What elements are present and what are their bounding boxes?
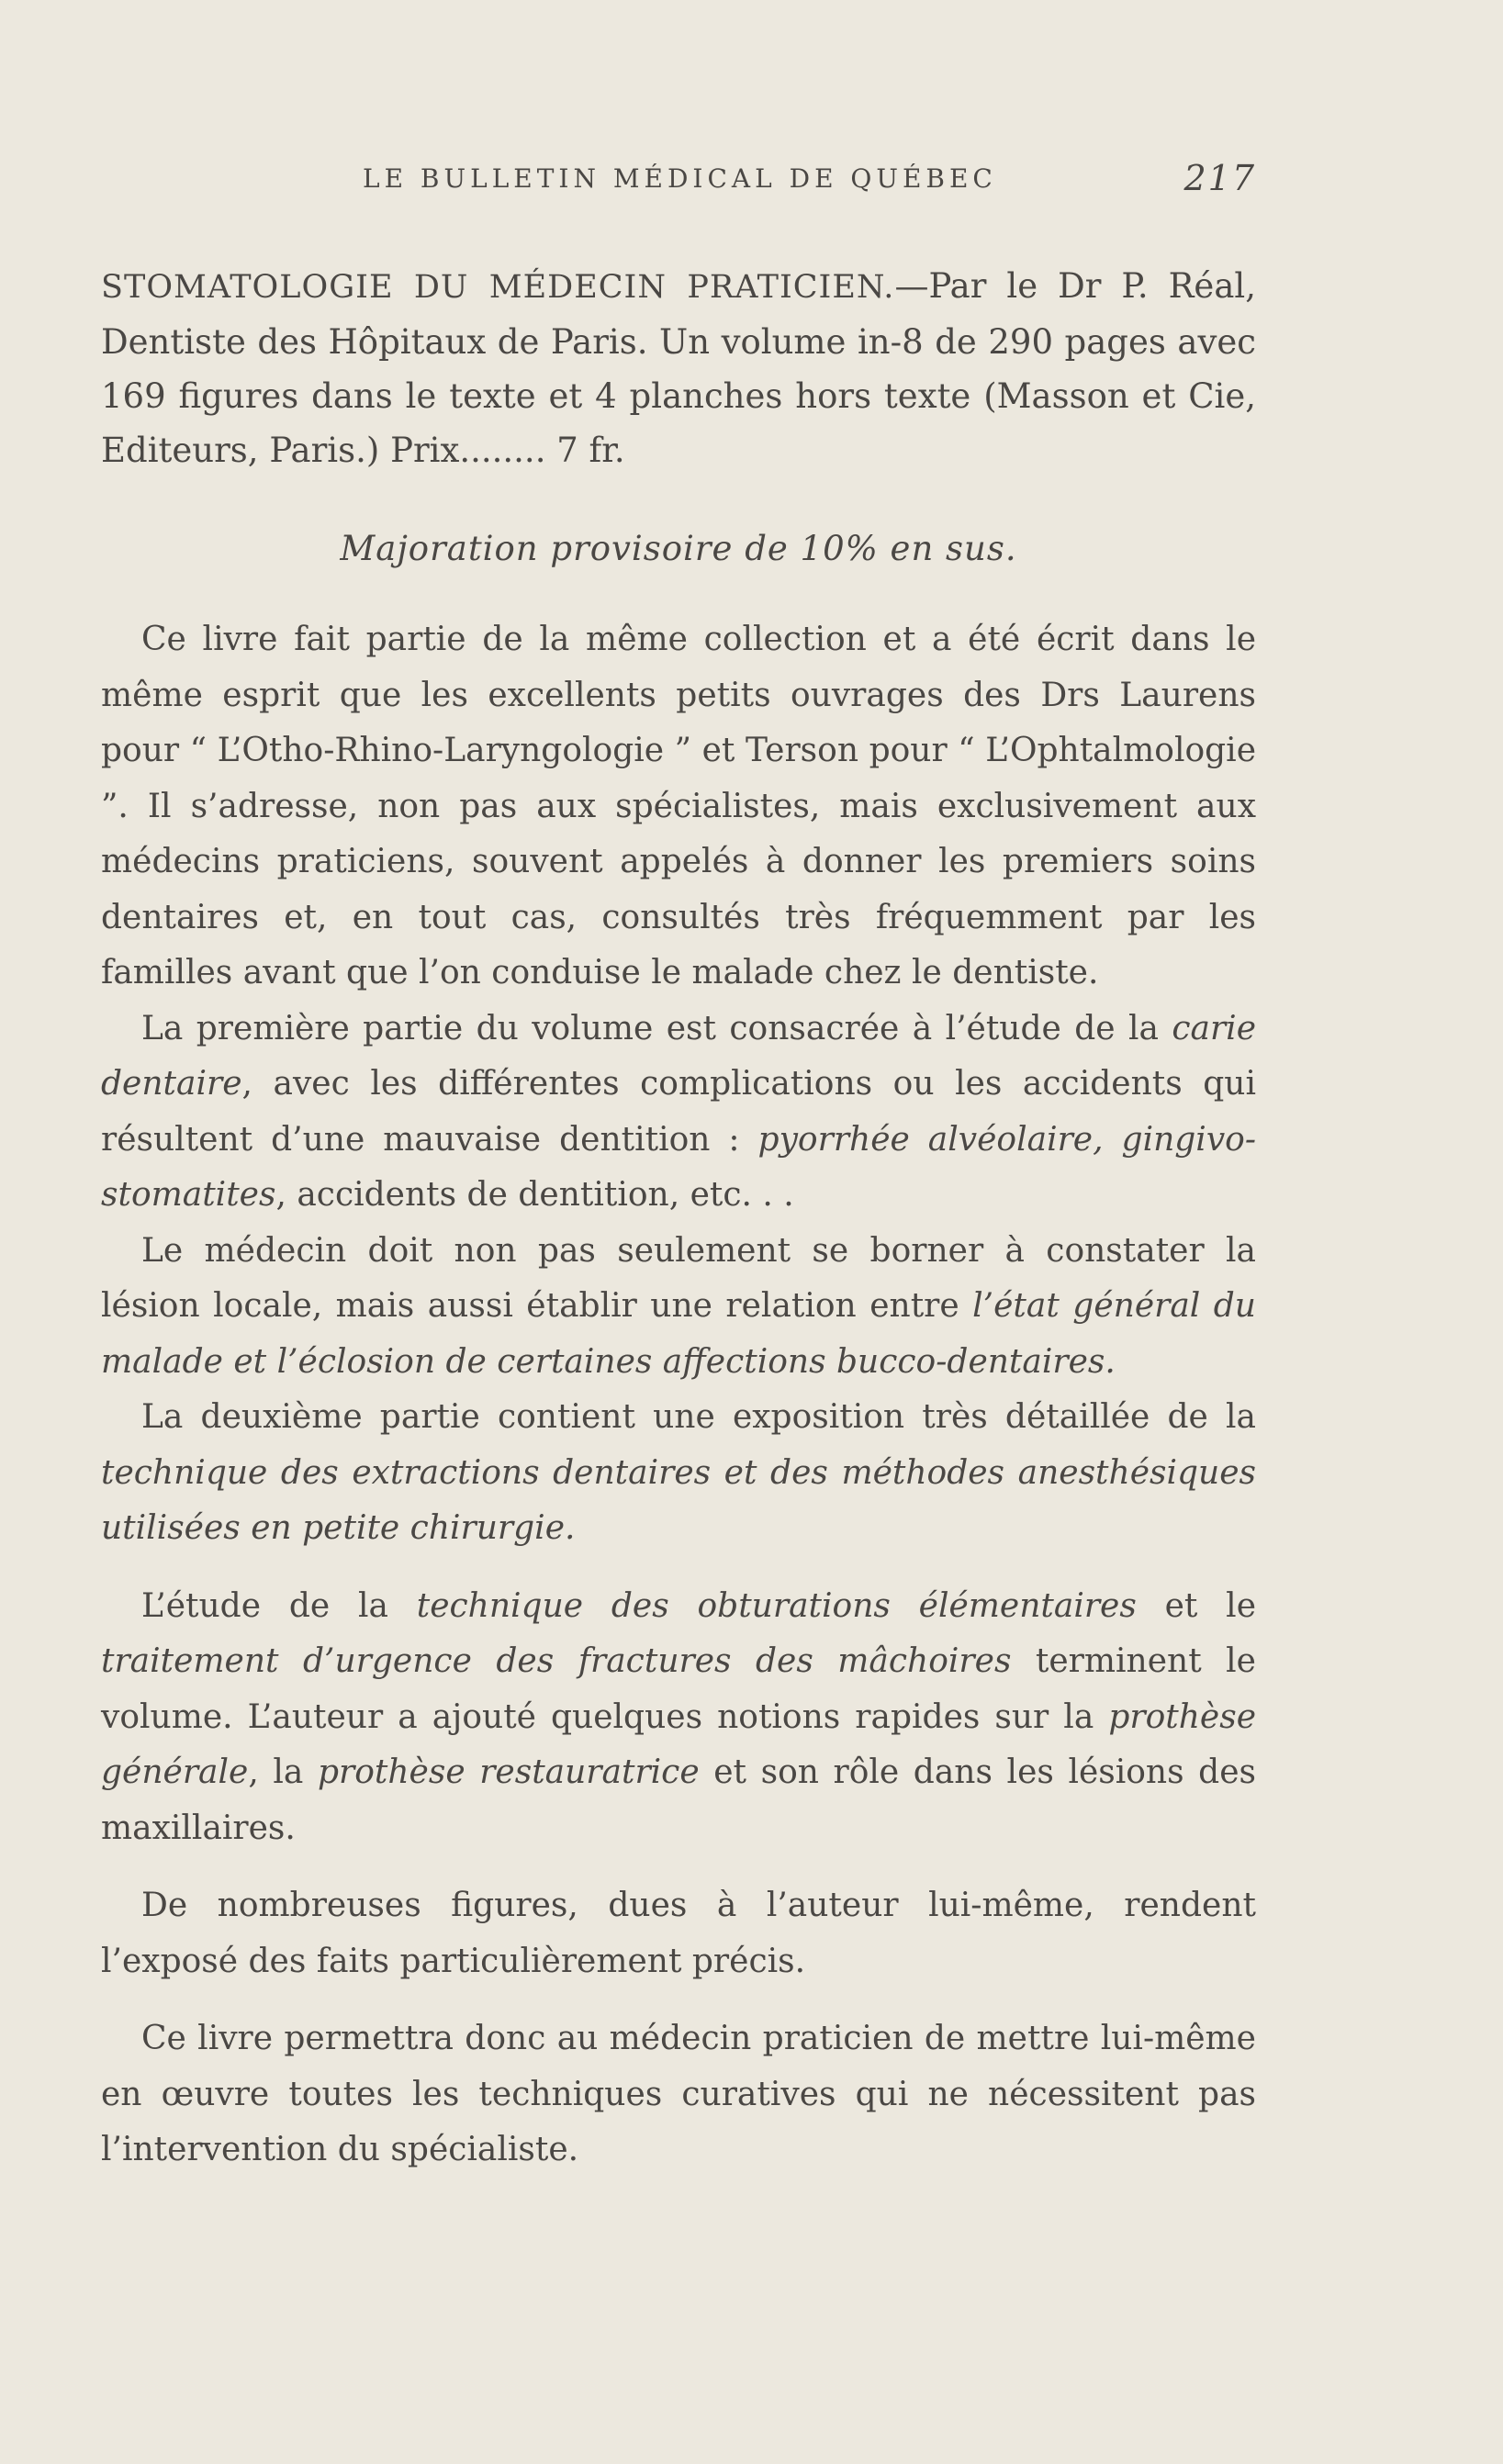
italic-run: l’état général du malade et l’éclosion de certaines affections bucco-dentaires. xyxy=(101,1287,1256,1381)
review-paragraph-2 xyxy=(101,1002,1256,1224)
text-run: et son rôle dans les lésions des maxillaires. xyxy=(101,1753,1256,1847)
review-paragraph-4 xyxy=(101,1390,1256,1557)
running-head xyxy=(101,158,1256,209)
italic-run: technique des obturations élémentaires xyxy=(416,1586,1137,1625)
italic-run: traitement d’urgence des fractures des mâchoires xyxy=(101,1642,1012,1680)
review-body xyxy=(101,612,1256,2178)
surcharge-note: Majoration provisoire de 10% en sus. xyxy=(340,529,1017,568)
journal-title: LE BULLETIN MÉDICAL DE QUÉBEC xyxy=(363,163,997,194)
book-details: —Par le Dr P. Réal, Dentiste des Hôpitaux de Paris. Un volume in-8 de 290 pages avec 169 figures dans le texte et 4 planches hors texte (Masson et Cie, Editeurs, Paris.) Prix........ 7 fr. xyxy=(101,266,1256,470)
book-reference xyxy=(101,259,1256,477)
text-run: La deuxième partie contient une exposition très détaillée de la xyxy=(141,1398,1256,1436)
text-run: terminent le volume. L’auteur a ajouté quelques notions rapides sur la xyxy=(101,1642,1256,1736)
text-run: L’étude de la xyxy=(141,1586,417,1625)
text-run: , avec les différentes complications ou les accidents qui résultent d’une mauvaise dentition : xyxy=(101,1065,1256,1159)
review-paragraph-1: Ce livre fait partie de la même collection et a été écrit dans le même esprit que les excellents petits ouvrages des Drs Laurens pour “ L’Otho-Rhino-Laryngologie ” et Terson pour “ L’Ophtalmologie ”. Il s’adresse, non pas aux spécialistes, mais exclusivement aux médecins praticiens, souvent appelés à donner les premiers soins dentaires et, en tout cas, consultés très fréquemment par les familles avant que l’on conduise le malade chez le dentiste. xyxy=(101,621,1256,991)
review-paragraph-3 xyxy=(101,1224,1256,1391)
page-number: 217 xyxy=(1183,158,1256,198)
italic-run: prothèse générale xyxy=(101,1697,1256,1791)
text-run: , accidents de dentition, etc. . . xyxy=(275,1176,794,1214)
italic-run: prothèse restauratrice xyxy=(317,1753,700,1791)
text-run: et le xyxy=(1136,1586,1256,1625)
review-paragraph-6: De nombreuses figures, dues à l’auteur lui-même, rendent l’exposé des faits particulièrement précis. xyxy=(101,1887,1256,1980)
italic-run: pyorrhée alvéolaire, gingivo-stomatites xyxy=(101,1120,1256,1214)
text-run: Le médecin doit non pas seulement se borner à constater la lésion locale, mais aussi établir une relation entre xyxy=(101,1231,1256,1325)
italic-run: technique des extractions dentaires et des méthodes anesthésiques utilisées en petite chirurgie. xyxy=(101,1453,1256,1547)
text-run: , la xyxy=(248,1753,318,1791)
review-paragraph-5 xyxy=(101,1579,1256,1857)
review-paragraph-7: Ce livre permettra donc au médecin praticien de mettre lui-même en œuvre toutes les techniques curatives qui ne nécessitent pas l’intervention du spécialiste. xyxy=(101,2020,1256,2168)
book-title: STOMATOLOGIE DU MÉDECIN PRATICIEN. xyxy=(101,269,895,306)
text-run: La première partie du volume est consacrée à l’étude de la xyxy=(141,1009,1172,1047)
italic-run: carie dentaire xyxy=(101,1009,1256,1103)
